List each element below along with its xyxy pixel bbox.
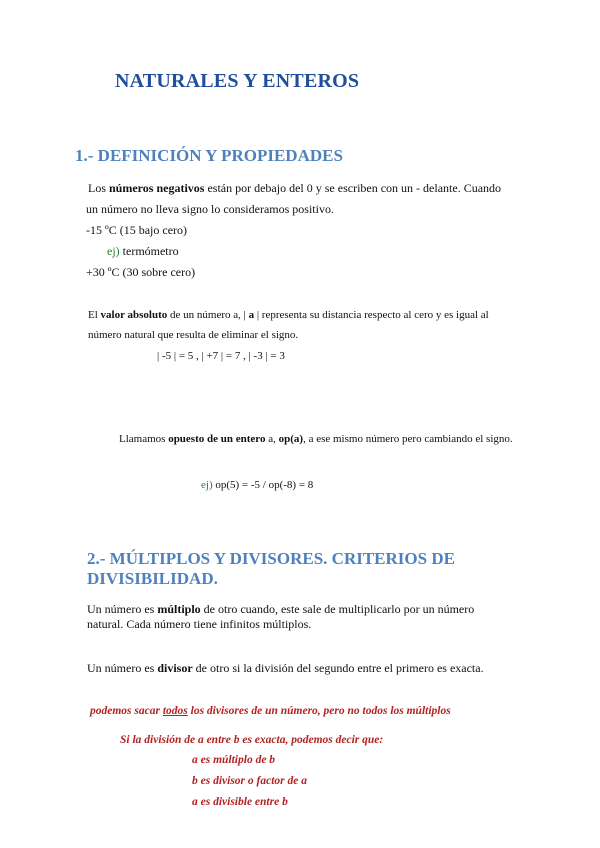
absolute-value-example: | -5 | = 5 , | +7 | = 7 , | -3 | = 3 bbox=[157, 350, 285, 362]
text: a, bbox=[265, 433, 279, 445]
bold-term: valor absoluto bbox=[100, 309, 168, 321]
opposite-definition bbox=[119, 431, 513, 448]
page-title: NATURALES Y ENTEROS bbox=[115, 70, 360, 92]
relation-divisible: a es divisible entre b bbox=[192, 796, 288, 808]
absolute-value-line-1 bbox=[88, 307, 489, 324]
text: Un número es bbox=[87, 661, 158, 675]
text: de otro si la división del segundo entre el primero es exacta. bbox=[192, 661, 484, 675]
section-1-heading: 1.- DEFINICIÓN Y PROPIEDADES bbox=[75, 146, 343, 165]
section-2-heading-line-2: DIVISIBILIDAD. bbox=[87, 569, 218, 588]
relation-multiple: a es múltiplo de b bbox=[192, 754, 276, 766]
section-2-heading-line-1: 2.- MÚLTIPLOS Y DIVISORES. CRITERIOS DE bbox=[87, 549, 455, 568]
absolute-value-line-2: número natural que resulta de eliminar el signo. bbox=[88, 329, 299, 341]
text: de otro cuando, este sale de multiplicarlo por un número bbox=[200, 602, 475, 616]
relation-divisor: b es divisor o factor de a bbox=[192, 775, 307, 787]
bold-term: op(a) bbox=[278, 433, 304, 445]
example-label: ej) bbox=[201, 479, 213, 491]
bold-term: números negativos bbox=[109, 181, 205, 195]
bold-variable: a bbox=[248, 309, 255, 321]
example-label: ej) bbox=[107, 244, 120, 258]
text: Los bbox=[88, 181, 109, 195]
text: Un número es bbox=[87, 602, 158, 616]
example-thermometer bbox=[107, 241, 179, 261]
divisibility-condition: Si la división de a entre b es exacta, podemos decir que: bbox=[120, 734, 384, 746]
text: Llamamos bbox=[119, 433, 169, 445]
opposite-example bbox=[201, 477, 313, 494]
example-positive-temp: +30 ºC (30 sobre cero) bbox=[86, 265, 196, 279]
text: están por debajo del 0 y se escriben con un - delante. Cuando bbox=[204, 181, 502, 195]
divisor-definition bbox=[87, 658, 484, 678]
example-text: termómetro bbox=[119, 244, 179, 258]
negatives-paragraph-line-1 bbox=[88, 178, 501, 198]
divisors-note bbox=[90, 705, 451, 717]
bold-term: múltiplo bbox=[157, 602, 201, 616]
multiple-definition-line-2: natural. Cada número tiene infinitos múltiplos. bbox=[87, 617, 312, 631]
example-negative-temp: -15 ºC (15 bajo cero) bbox=[86, 223, 188, 237]
text: | representa su distancia respecto al cero y es igual al bbox=[254, 309, 489, 321]
text: los divisores de un número, pero no todos los múltiplos bbox=[187, 705, 451, 717]
bold-term: divisor bbox=[157, 661, 193, 675]
example-text: op(5) = -5 / op(-8) = 8 bbox=[212, 479, 314, 491]
bold-term: opuesto de un entero bbox=[168, 433, 266, 445]
text: podemos sacar bbox=[90, 705, 163, 717]
text: de un número a, | bbox=[167, 309, 249, 321]
negatives-paragraph-line-2: un número no lleva signo lo consideramos positivo. bbox=[86, 202, 334, 216]
text: El bbox=[88, 309, 101, 321]
underlined-word: todos bbox=[162, 705, 188, 717]
text: , a ese mismo número pero cambiando el signo. bbox=[303, 433, 513, 445]
